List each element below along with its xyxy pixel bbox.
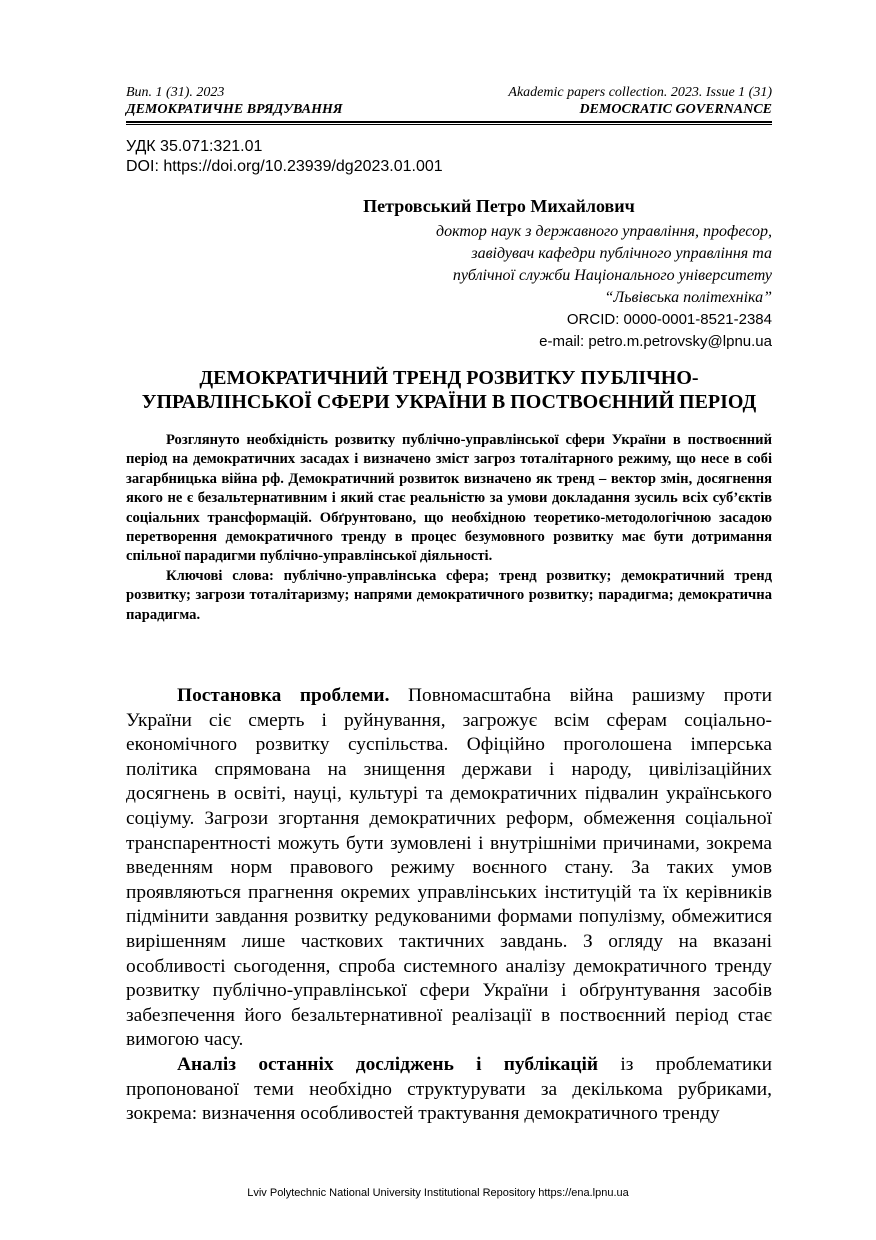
abstract-text: Розглянуто необхідність розвитку публічно-управлінської сфери України в поствоєнний період на демократичних засадах і визначено зміст загроз тоталітарного режиму, що несе в собі загарбницька війна рф. Демократичний розвиток визначено як тренд – вектор змін, досягнення якого не є безальтернативним і який стає реальністю за умови докладання зусиль всіх суб’єктів соціальних трансформацій. Обґрунтовано, що необхідною теоретико-методологічною засадою перетворення демократичного тренду в процес безумовного розвитку має бути дотримання спільної парадигми публічно-управлінської діяльності. [126,432,772,565]
journal-name-ua: ДЕМОКРАТИЧНЕ ВРЯДУВАННЯ [126,102,343,117]
paragraph-text: із проблематики пропонованої теми необхідно структурувати за декількома рубриками, зокрема: визначення особливостей трактування демократичного тренду [126,1053,772,1125]
header-rule [126,121,772,123]
email-label: e-mail: [539,333,589,350]
article-meta [126,137,443,177]
email-line [436,331,772,353]
header-right [508,84,772,118]
body-paragraph [126,1053,772,1127]
issue-label-en: Akademic papers collection. 2023. Issue 1 (31) [508,85,772,100]
title-line-2: УПРАВЛІНСЬКОЇ СФЕРИ УКРАЇНИ В ПОСТВОЄННИЙ ПЕРІОД [141,391,757,413]
author-name: Петровський Петро Михайлович [363,196,635,216]
section-heading-analysis: Аналіз останніх досліджень і публікацій [177,1053,599,1075]
affiliation-line: завідувач кафедри публічного управління та [471,245,772,262]
issue-label-ua: Вип. 1 (31). 2023 [126,85,225,100]
header-rule-thin [126,124,772,125]
section-heading-problem: Постановка проблеми. [177,685,390,706]
article-body [126,684,772,1127]
title-line-1: ДЕМОКРАТИЧНИЙ ТРЕНД РОЗВИТКУ ПУБЛІЧНО- [199,367,699,389]
affiliation-line: “Львівська політехніка” [604,289,772,306]
affiliation-line: публічної служби Національного університету [452,267,772,284]
journal-name-en: DEMOCRATIC GOVERNANCE [579,102,772,117]
orcid: ORCID: 0000-0001-8521-2384 [566,311,772,328]
repository-footer: Lviv Polytechnic National University Institutional Repository https://ena.lpnu.ua [247,1187,629,1199]
keywords: Ключові слова: публічно-управлінська сфера; тренд розвитку; демократичний тренд розвитку; загрози тоталітаризму; напрями демократичного розвитку; парадигма; демократична парадигма. [126,567,772,623]
body-paragraph [126,684,772,1053]
abstract [126,431,772,625]
article-title [126,366,772,414]
affiliation-line: доктор наук з державного управління, професор, [436,223,772,240]
udk-code: УДК 35.071:321.01 [126,138,263,155]
doi-link[interactable]: DOI: https://doi.org/10.23939/dg2023.01.001 [126,158,443,175]
paragraph-text: Повномасштабна війна рашизму проти України сіє смерть і руйнування, загрожує всім сферам соціально-економічного розвитку суспільства. Офіційно проголошена імперська політика спрямована на знищення держави і народу, цивілізаційних досягнень в освіті, науці, культурі та демократичних підвалин українського соціуму. Загрози згортання демократичних реформ, обмеження соціальної транспарентності можуть бути зумовлені і внутрішніми причинами, зокрема введенням норм правового режиму воєнного стану. За таких умов проявляються прагнення окремих управлінських інституцій та їх керівників підмінити завдання розвитку редукованими формами популізму, обмежитися вирішенням лише часткових тактичних завдань. З огляду на вказані особливості сьогодення, спроба системного аналізу демократичного тренду розвитку публічно-управлінської сфери України і обґрунтування засобів забезпечення його безальтернативної реалізації в поствоєнний період стає вимогою часу. [126,685,772,1051]
header-left [126,84,343,118]
email-link[interactable]: petro.m.petrovsky@lpnu.ua [588,333,772,350]
author-affiliation [436,221,772,353]
